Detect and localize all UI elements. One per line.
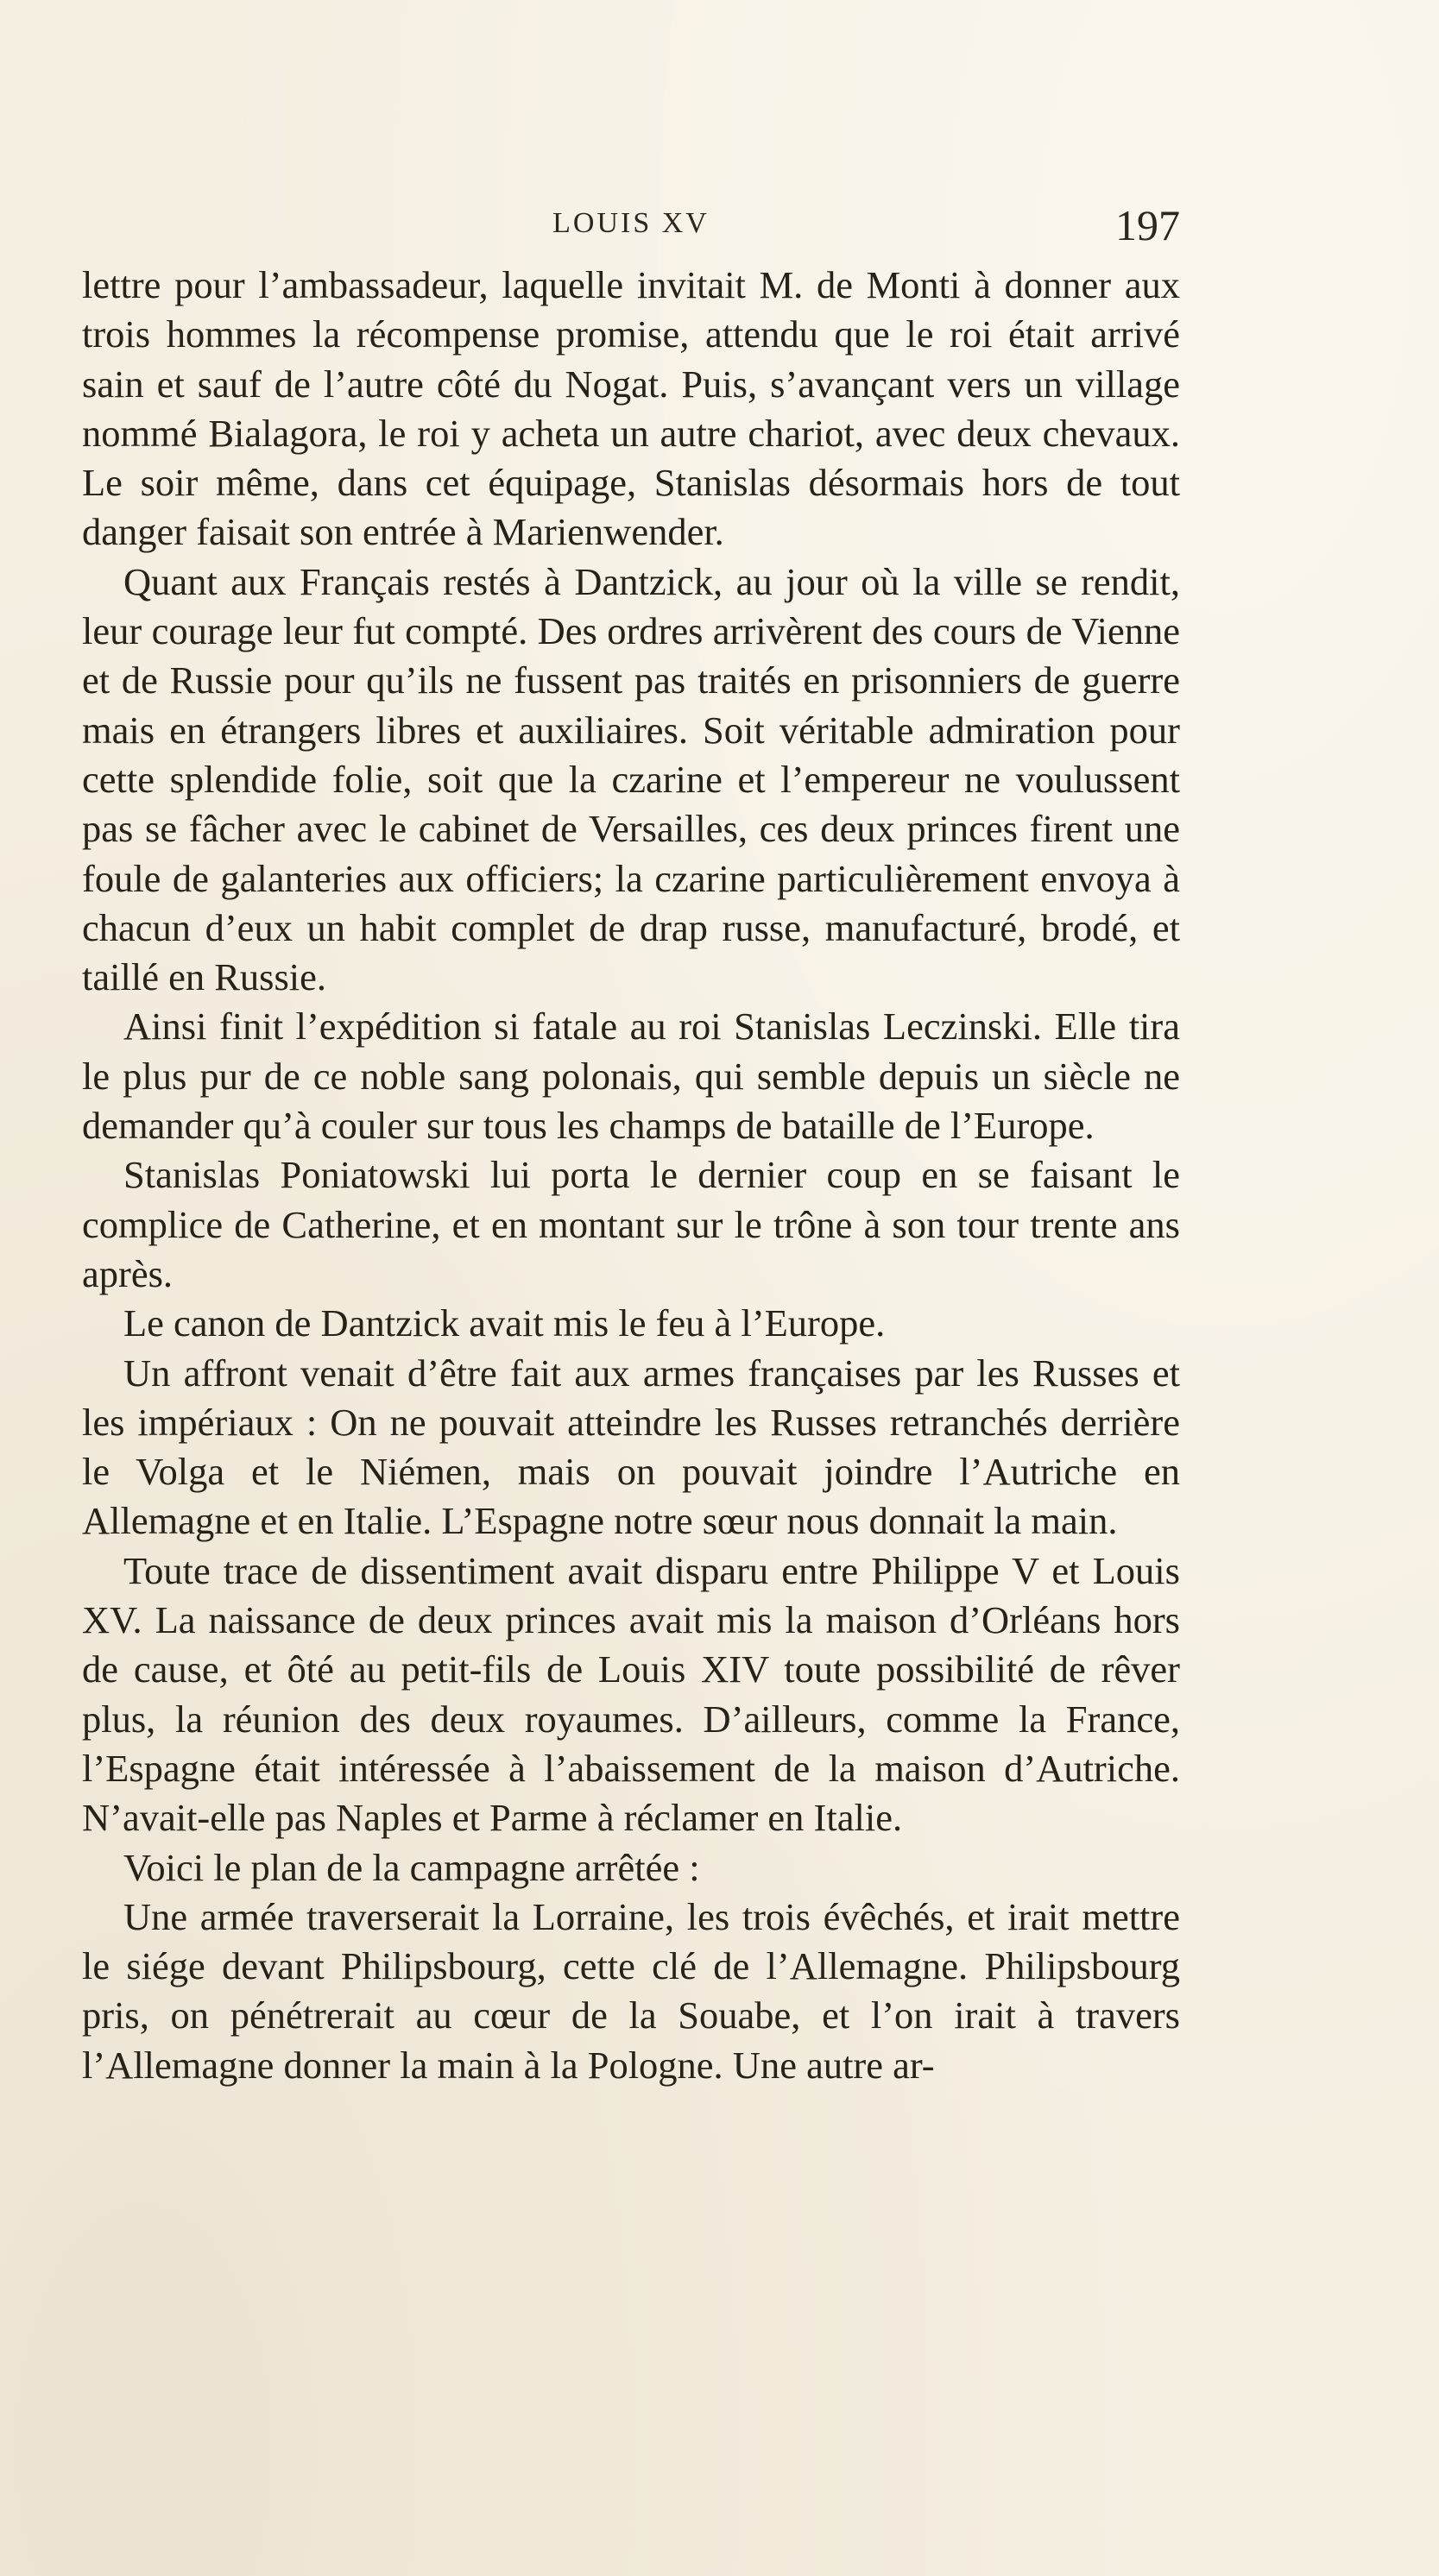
paragraph-4: Stanislas Poniatowski lui porta le dernier coup en se faisant le complice de Catherine, et en montant sur le trône à son tour trente ans après. xyxy=(82,1153,1180,1295)
paragraph-2: Quant aux Français restés à Dantzick, au jour où la ville se rendit, leur courage leur fut compté. Des ordres arrivèrent des cours de Vienne et de Russie pour qu’ils ne fussent pas traités en prisonniers de guerre mais en étrangers libres et auxiliaires. Soit véritable admiration pour cette splendide folie, soit que la czarine et l’empereur ne voulussent pas se fâcher avec le cabinet de Versailles, ces deux princes firent une foule de galanteries aux officiers; la czarine particulièrement envoya à chacun d’eux un habit complet de drap russe, manufacturé, brodé, et taillé en Russie. xyxy=(82,559,1180,999)
page-header xyxy=(82,200,1180,252)
running-title: LOUIS XV xyxy=(552,207,710,239)
paragraph-6: Un affront venait d’être fait aux armes françaises par les Russes et les impériaux : On ne pouvait atteindre les Russes retranchés derrière le Volga et le Niémen, mais on pouvait joindre l’Autriche en Allemagne et en Italie. L’Espagne notre sœur nous donnait la main. xyxy=(82,1351,1180,1543)
paragraph-1: lettre pour l’ambassadeur, laquelle invitait M. de Monti à donner aux trois hommes la récompense promise, attendu que le roi était arrivé sain et sauf de l’autre côté du Nogat. Puis, s’avançant vers un village nommé Bialagora, le roi y acheta un autre chariot, avec deux chevaux. Le soir même, dans cet équipage, Stanislas désormais hors de tout danger faisait son entrée à Marienwender. xyxy=(82,263,1180,554)
page-number: 197 xyxy=(1115,201,1180,249)
body-text xyxy=(82,261,1180,2090)
paragraph-3: Ainsi finit l’expédition si fatale au roi Stanislas Leczinski. Elle tira le plus pur de ce noble sang polonais, qui semble depuis un siècle ne demander qu’à couler sur tous les champs de bataille de l’Europe. xyxy=(82,1005,1180,1148)
paragraph-9: Une armée traverserait la Lorraine, les trois évêchés, et irait mettre le siége devant Philipsbourg, cette clé de l’Allemagne. Philipsbourg pris, on pénétrerait au cœur de la Souabe, et l’on irait à travers l’Allemagne donner la main à la Pologne. Une autre ar- xyxy=(82,1894,1180,2087)
paragraph-7: Toute trace de dissentiment avait disparu entre Philippe V et Louis XV. La naissance de deux princes avait mis la maison d’Orléans hors de cause, et ôté au petit-fils de Louis XIV toute possibilité de rêver plus, la réunion des deux royaumes. D’ailleurs, comme la France, l’Espagne était intéressée à l’abaissement de la maison d’Autriche. N’avait-elle pas Naples et Parme à réclamer en Italie. xyxy=(82,1548,1180,1840)
paragraph-5: Le canon de Dantzick avait mis le feu à l’Europe. xyxy=(123,1301,886,1345)
paragraph-8: Voici le plan de la campagne arrêtée : xyxy=(123,1845,700,1889)
